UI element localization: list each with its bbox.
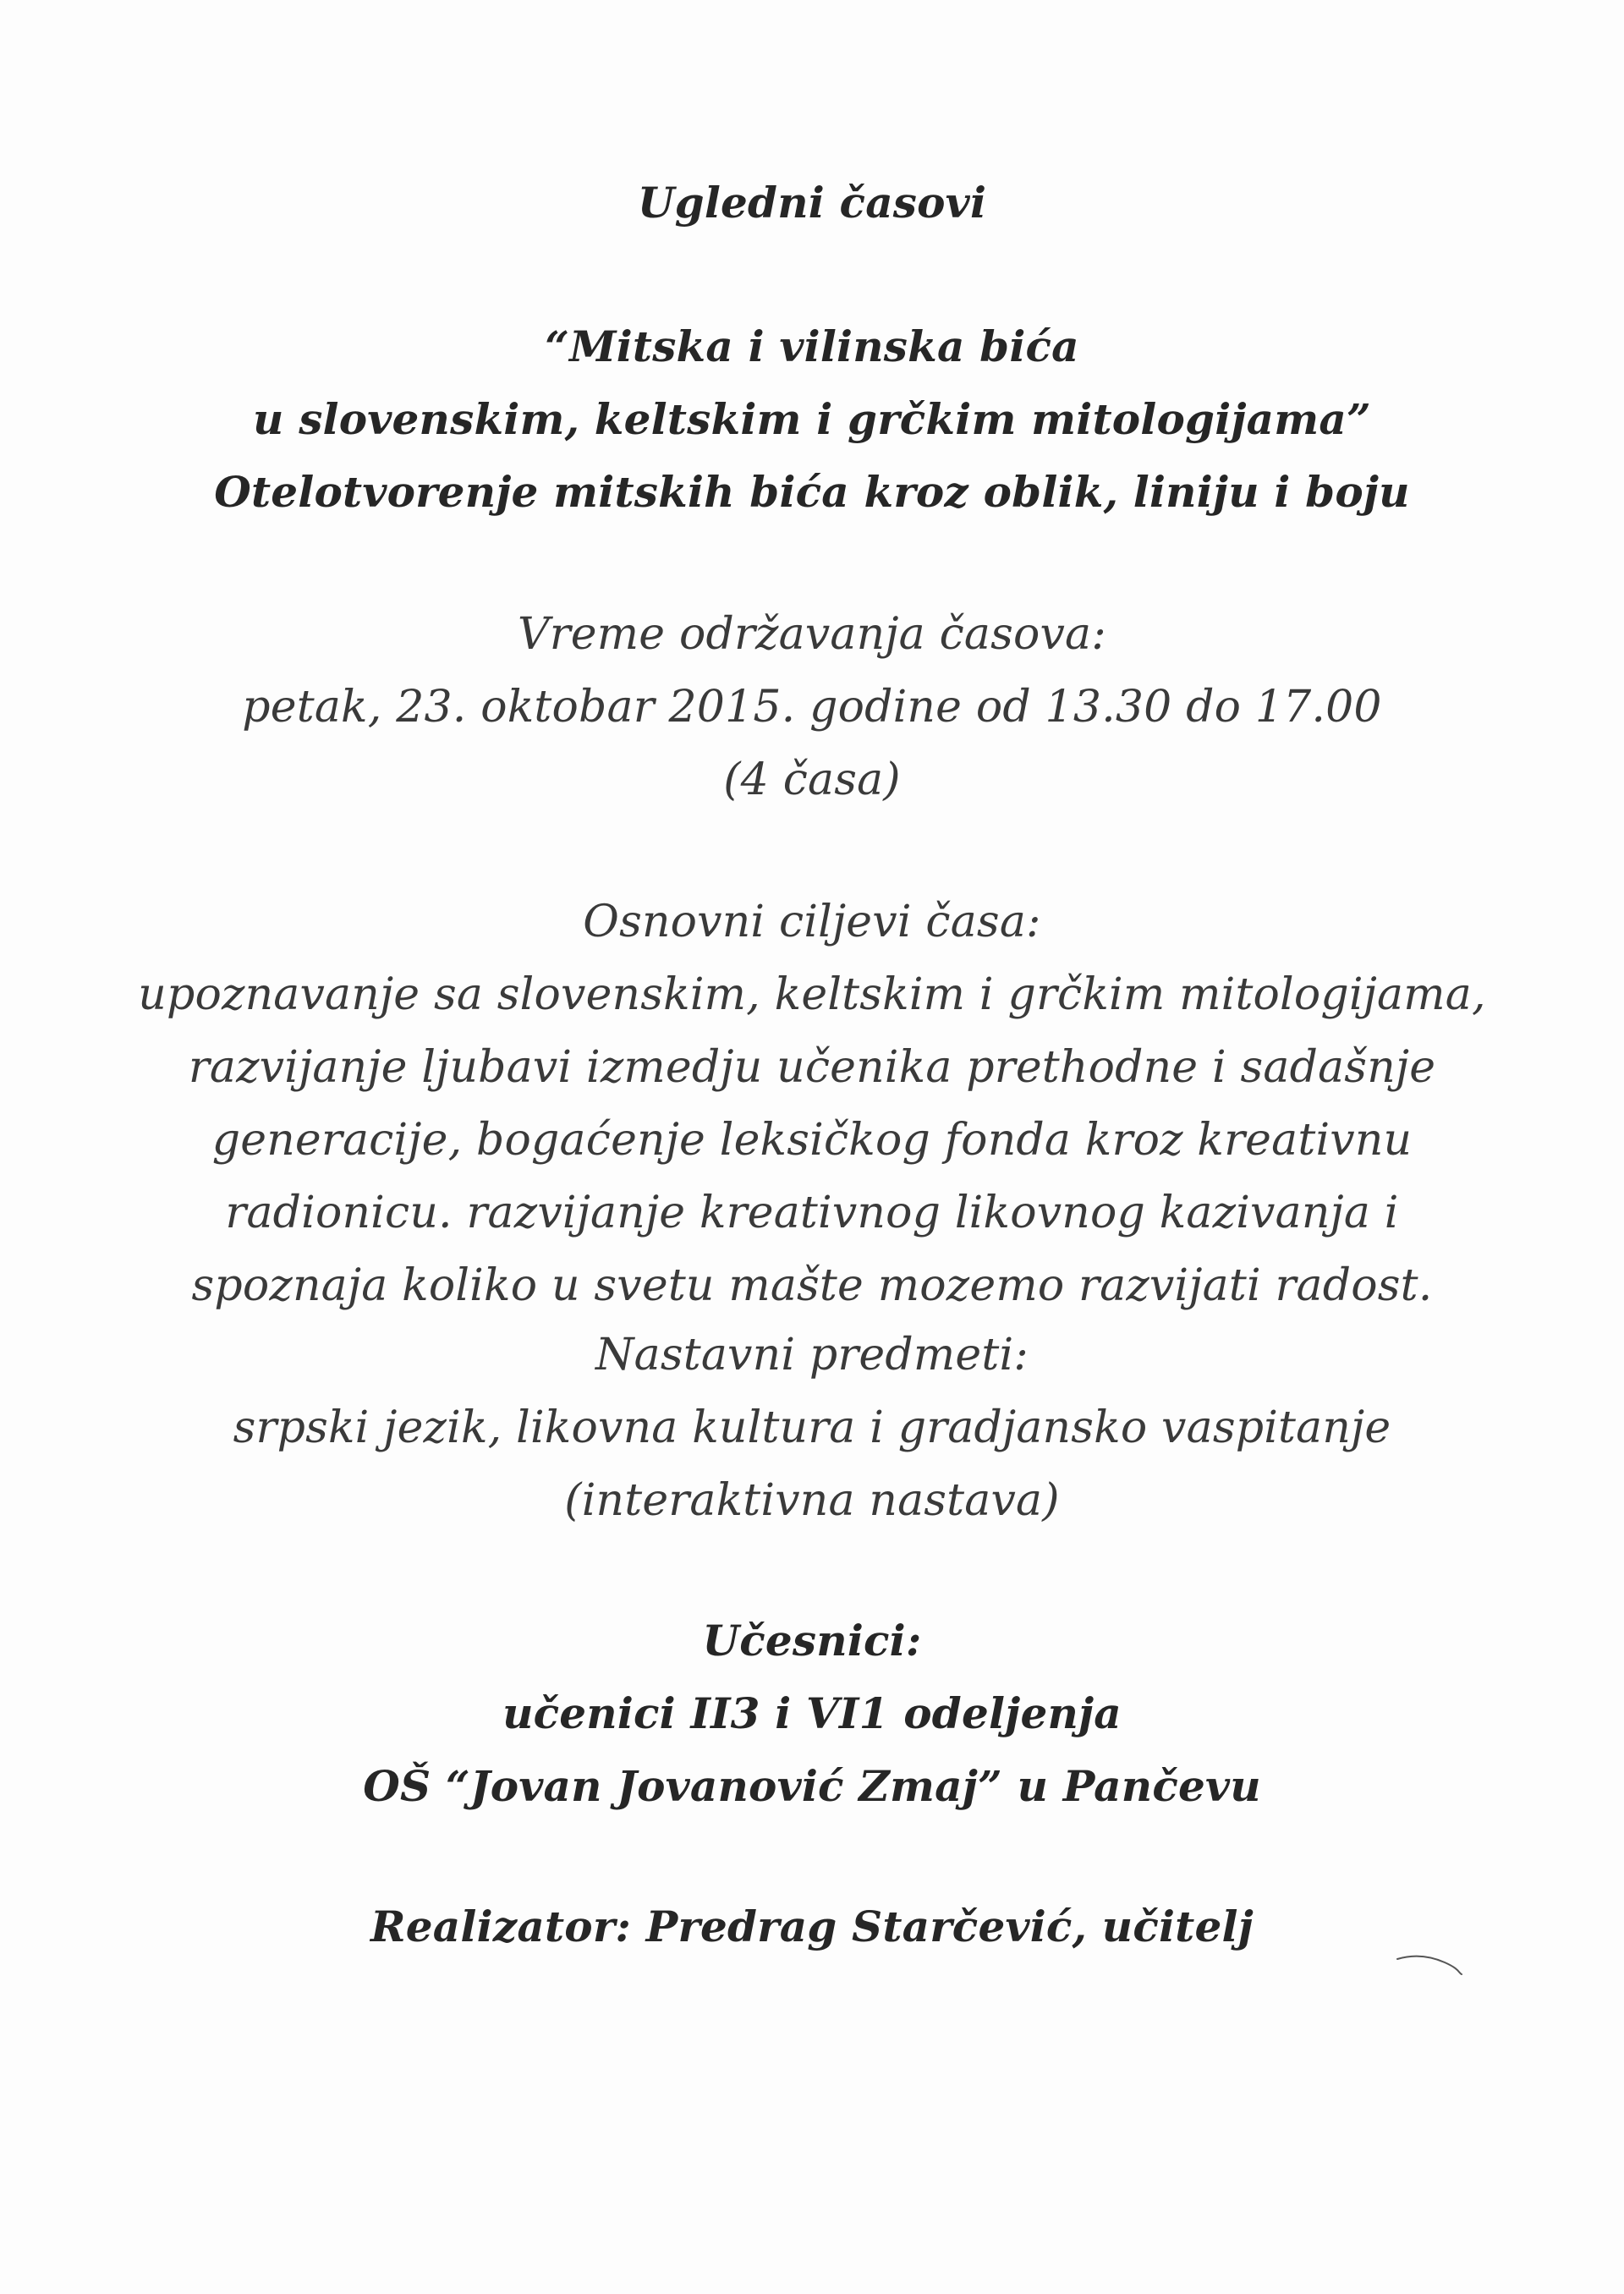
goals-line-3: generacije, bogaćenje leksičkog fonda kroz kreativnu <box>211 1115 1413 1166</box>
subjects-note: (interaktivna nastava) <box>564 1475 1060 1526</box>
participants-line-1: učenici II3 i VI1 odeljenja <box>502 1688 1122 1738</box>
goals-line-4: radionicu. razvijanje kreativnog likovnog kazivanja i <box>225 1188 1399 1238</box>
title-line-1: “Mitska i vilinska bića <box>545 321 1079 371</box>
subjects-label: Nastavni predmeti: <box>595 1330 1029 1380</box>
goals-line-2: razvijanje ljubavi izmedju učenika prethodne i sadašnje <box>188 1042 1436 1093</box>
schedule-datetime: petak, 23. oktobar 2015. godine od 13.30 do 17.00 <box>242 682 1382 733</box>
subtitle: Otelotvorenje mitskih bića kroz oblik, liniju i boju <box>214 467 1410 517</box>
participants-label: Učesnici: <box>702 1616 922 1666</box>
organizer: Realizator: Predrag Starčević, učitelj <box>370 1902 1254 1951</box>
goals-line-5: spoznaja koliko u svetu mašte mozemo razvijati radost. <box>191 1260 1433 1311</box>
participants-line-2: OŠ “Jovan Jovanović Zmaj” u Pančevu <box>363 1761 1261 1811</box>
title-line-2: u slovenskim, keltskim i grčkim mitologijama” <box>253 394 1371 444</box>
schedule-duration: (4 časa) <box>723 755 901 805</box>
goals-label: Osnovni ciljevi časa: <box>583 897 1041 947</box>
schedule-label: Vreme održavanja časova: <box>518 609 1106 660</box>
heading: Ugledni časovi <box>637 178 987 228</box>
pen-stroke-mark <box>1396 1946 1463 1979</box>
subjects-value: srpski jezik, likovna kultura i gradjansko vaspitanje <box>233 1402 1391 1453</box>
goals-line-1: upoznavanje sa slovenskim, keltskim i grčkim mitologijama, <box>138 969 1486 1020</box>
